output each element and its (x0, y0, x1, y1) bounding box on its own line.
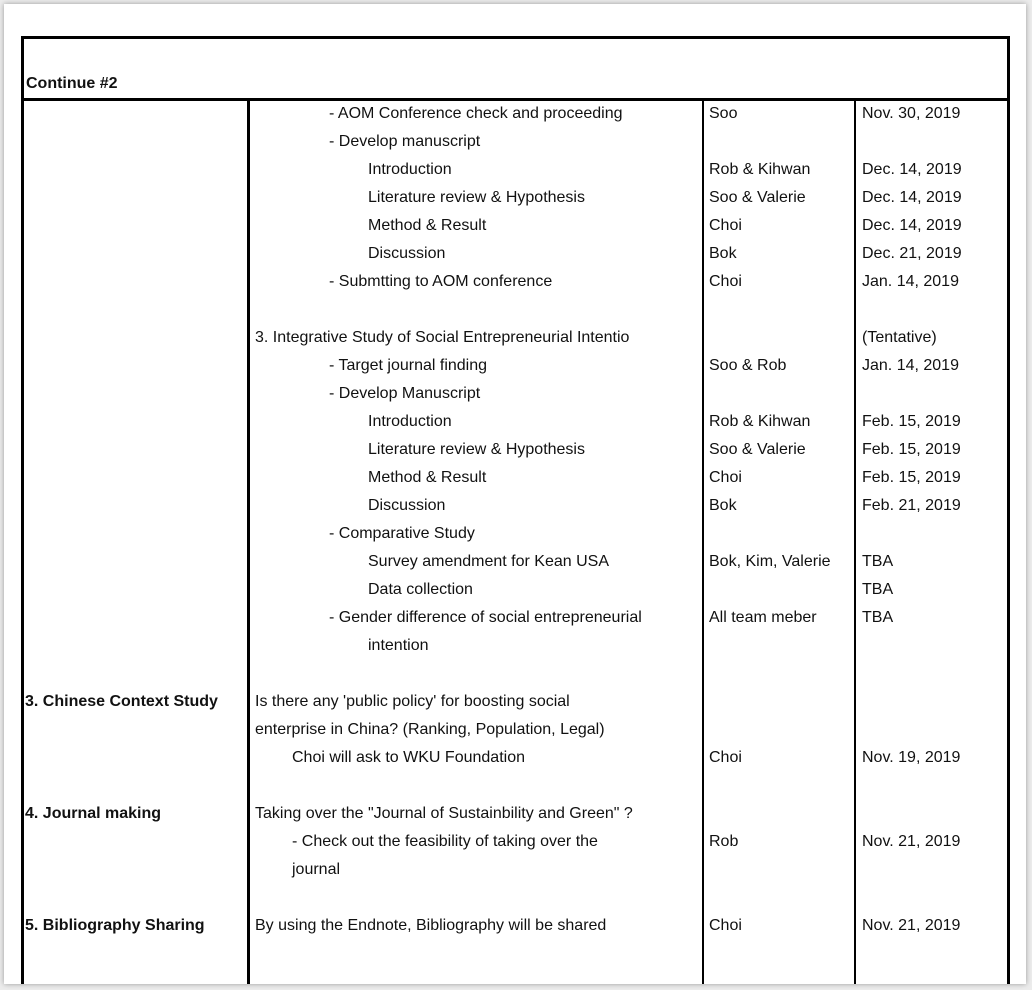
task-cell: - AOM Conference check and proceeding (329, 105, 623, 122)
table-right-border (1007, 36, 1010, 100)
owner-cell: Choi (709, 749, 742, 766)
date-cell: Nov. 21, 2019 (862, 917, 961, 934)
date-cell: Feb. 15, 2019 (862, 469, 961, 486)
owner-cell: All team meber (709, 609, 817, 626)
owner-cell: Soo (709, 105, 738, 122)
owner-cell: Soo & Valerie (709, 441, 806, 458)
category-label-chinese-context: 3. Chinese Context Study (25, 693, 218, 710)
date-cell: Dec. 14, 2019 (862, 161, 962, 178)
task-cell: journal (292, 861, 341, 878)
date-cell: Nov. 19, 2019 (862, 749, 961, 766)
date-cell: TBA (862, 609, 894, 626)
category-label-journal-making: 4. Journal making (25, 805, 162, 822)
category-label-bibliography: 5. Bibliography Sharing (25, 917, 205, 934)
owner-cell: Rob (709, 833, 739, 850)
task-cell: Introduction (368, 161, 452, 178)
owner-cell: Choi (709, 217, 742, 234)
task-cell: Is there any 'public policy' for boosting social (255, 693, 570, 710)
date-cell: TBA (862, 581, 894, 598)
date-cell: Dec. 14, 2019 (862, 217, 962, 234)
header-bottom-border (21, 98, 1010, 101)
owner-cell: Bok (709, 245, 737, 262)
task-cell: Data collection (368, 581, 473, 598)
date-cell: Nov. 30, 2019 (862, 105, 961, 122)
task-cell: - Check out the feasibility of taking over the (292, 833, 598, 850)
date-cell: Nov. 21, 2019 (862, 833, 961, 850)
task-cell: 3. Integrative Study of Social Entrepreneurial Intentio (255, 329, 630, 346)
task-cell: Literature review & Hypothesis (368, 441, 585, 458)
task-cell: - Comparative Study (329, 525, 475, 542)
task-cell: - Gender difference of social entrepreneurial (329, 609, 642, 626)
column-divider-3 (854, 98, 856, 984)
owner-cell: Rob & Kihwan (709, 413, 811, 430)
date-cell: Feb. 21, 2019 (862, 497, 961, 514)
date-cell: TBA (862, 553, 894, 570)
task-cell: - Target journal finding (329, 357, 488, 374)
table-header-title: Continue #2 (26, 75, 118, 92)
owner-cell: Soo & Valerie (709, 189, 806, 206)
task-cell: Literature review & Hypothesis (368, 189, 585, 206)
owner-cell: Rob & Kihwan (709, 161, 811, 178)
table-left-border (21, 36, 24, 984)
column-divider-4 (1007, 98, 1010, 984)
date-cell: Dec. 21, 2019 (862, 245, 962, 262)
task-cell: Survey amendment for Kean USA (368, 553, 610, 570)
date-cell: Feb. 15, 2019 (862, 441, 961, 458)
date-cell: Jan. 14, 2019 (862, 357, 959, 374)
task-cell: - Develop manuscript (329, 133, 481, 150)
owner-cell: Bok (709, 497, 737, 514)
owner-cell: Choi (709, 469, 742, 486)
task-cell: By using the Endnote, Bibliography will be shared (255, 917, 607, 934)
task-cell: Discussion (368, 497, 446, 514)
owner-cell: Choi (709, 917, 742, 934)
owner-cell: Soo & Rob (709, 357, 787, 374)
task-cell: Method & Result (368, 469, 487, 486)
spreadsheet-page (4, 4, 1026, 984)
task-cell: Choi will ask to WKU Foundation (292, 749, 525, 766)
task-cell: Method & Result (368, 217, 487, 234)
date-cell: Jan. 14, 2019 (862, 273, 959, 290)
task-cell: Introduction (368, 413, 452, 430)
column-divider-2 (702, 98, 704, 984)
owner-cell: Choi (709, 273, 742, 290)
task-cell: Discussion (368, 245, 446, 262)
task-cell: intention (368, 637, 429, 654)
task-cell: - Submtting to AOM conference (329, 273, 553, 290)
task-cell: enterprise in China? (Ranking, Population, Legal) (255, 721, 605, 738)
date-cell: Dec. 14, 2019 (862, 189, 962, 206)
owner-cell: Bok, Kim, Valerie (709, 553, 831, 570)
column-divider-1 (247, 98, 250, 984)
date-cell: (Tentative) (862, 329, 937, 346)
task-cell: - Develop Manuscript (329, 385, 481, 402)
task-cell: Taking over the "Journal of Sustainbility and Green" ? (255, 805, 633, 822)
table-top-border (21, 36, 1010, 39)
date-cell: Feb. 15, 2019 (862, 413, 961, 430)
